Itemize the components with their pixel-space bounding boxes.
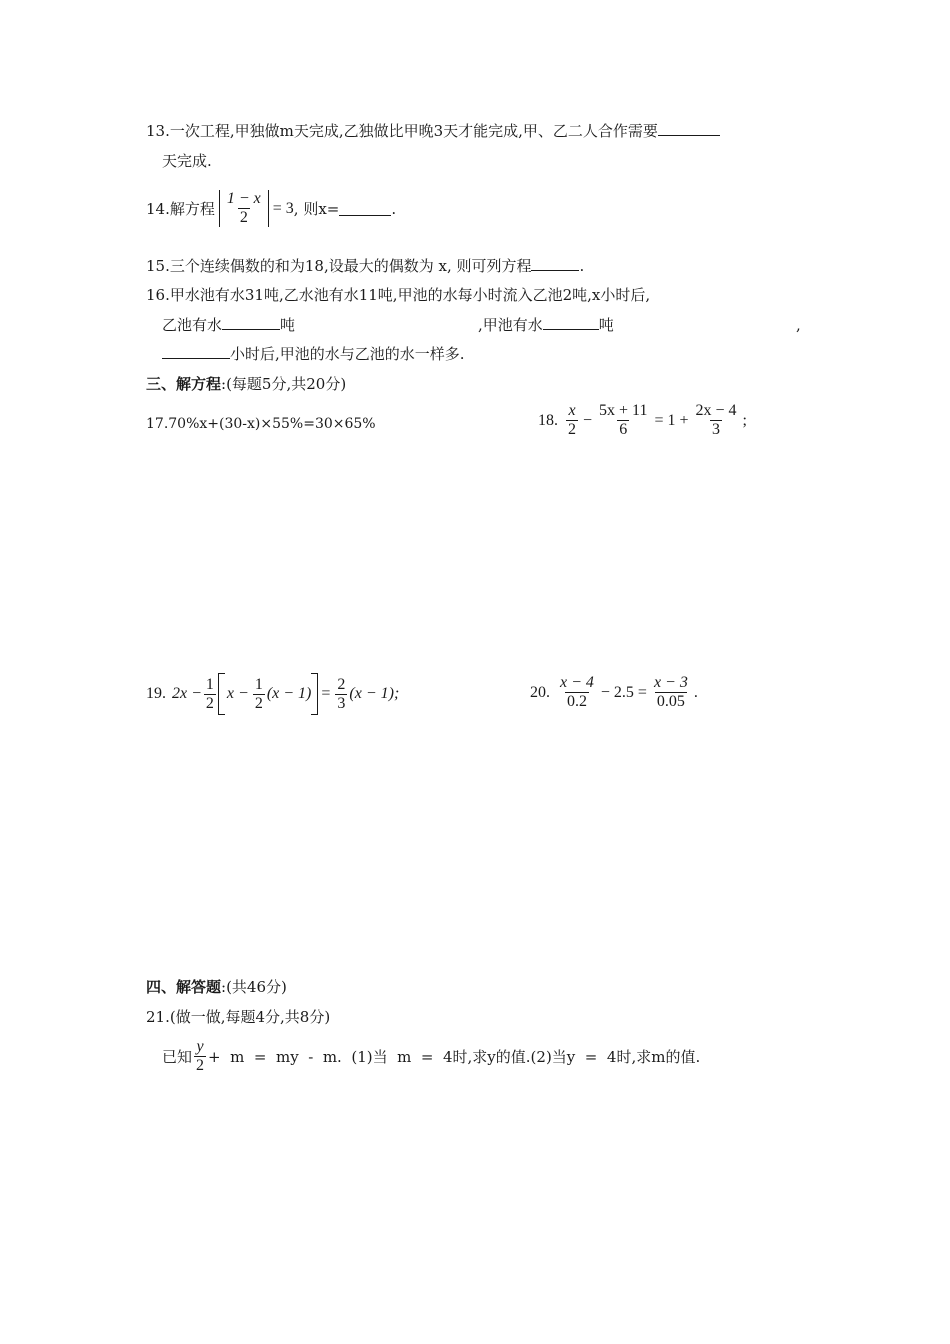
fraction-numerator: x	[568, 402, 576, 419]
fraction-denominator: 2	[254, 694, 263, 712]
fraction	[566, 402, 578, 439]
question-17: 17.70%x+(30-x)×55%=30×65%	[146, 416, 376, 432]
question-20	[530, 674, 698, 711]
question-21-header: 21.(做一做,每题4分,共8分)	[146, 1008, 331, 1026]
equals-sign: =	[321, 685, 331, 702]
fraction-denominator: 0.2	[566, 693, 587, 710]
section-note: :(每题5分,共20分)	[221, 375, 347, 393]
question-21-body	[162, 1038, 700, 1075]
part-b-label: ,甲池有水	[478, 316, 543, 334]
answer-blank[interactable]	[658, 121, 720, 136]
fraction-numerator: x − 3	[653, 674, 688, 691]
fraction	[335, 676, 347, 713]
period: .	[579, 257, 585, 275]
question-15	[146, 256, 584, 276]
equals-one-plus: = 1 +	[654, 411, 689, 429]
question-13-text: 13.一次工程,甲独做m天完成,乙独做比甲晚3天才能完成,甲、乙二人合作需要	[146, 122, 658, 140]
question-16-line-1: 16.甲水池有水31吨,乙水池有水11吨,甲池的水每小时流入乙池2吨,x小时后,	[146, 286, 651, 304]
fraction-denominator: 3	[337, 694, 346, 712]
fraction	[558, 674, 596, 711]
semicolon: ;	[742, 411, 747, 429]
fraction-denominator: 0.05	[656, 693, 685, 710]
question-13-line-1	[146, 121, 720, 141]
fraction	[204, 676, 216, 713]
fraction-numerator: 1	[254, 675, 263, 693]
question-number: 19.	[146, 685, 166, 702]
question-number: 20.	[530, 683, 550, 701]
question-14-suffix: , 则x=	[293, 199, 340, 218]
answer-blank[interactable]	[339, 201, 391, 216]
fraction-numerator: y	[196, 1038, 204, 1055]
fraction-numerator: 5x + 11	[599, 402, 648, 419]
minus-sign: −	[583, 411, 593, 429]
fraction-denominator: 2	[196, 1057, 205, 1074]
question-14	[146, 190, 396, 227]
left-bracket	[218, 673, 225, 715]
fraction-numerator: 2	[337, 675, 346, 693]
section-title: 三、解方程	[146, 375, 222, 393]
answer-blank[interactable]	[543, 315, 599, 330]
section-3-heading	[146, 374, 346, 394]
question-16-line-2b	[478, 315, 614, 335]
question-18	[538, 402, 747, 439]
period: .	[693, 683, 698, 701]
right-bracket	[311, 673, 318, 715]
fraction-numerator: x − 4	[560, 674, 594, 691]
middle-term: − 2.5 =	[600, 683, 647, 701]
fraction	[225, 190, 263, 227]
tail-term: (x − 1);	[349, 685, 400, 702]
fraction	[694, 402, 739, 439]
question-13-line-2: 天完成.	[162, 152, 212, 170]
answer-blank[interactable]	[531, 256, 579, 271]
fraction	[652, 674, 690, 711]
fraction-numerator: 1 − x	[226, 190, 261, 207]
question-21-prefix: 已知	[162, 1047, 193, 1066]
answer-blank[interactable]	[162, 344, 230, 359]
equals-three: = 3	[272, 199, 294, 217]
fraction	[597, 402, 649, 439]
part-a-label: 乙池有水	[162, 316, 223, 334]
fraction-numerator: 2x − 4	[695, 402, 737, 419]
question-15-text: 15.三个连续偶数的和为18,设最大的偶数为 x, 则可列方程	[146, 257, 532, 275]
section-title: 四、解答题	[146, 978, 222, 996]
question-number: 18.	[538, 411, 558, 429]
question-16-line-2a	[162, 315, 295, 335]
question-16-trailing-comma: ,	[796, 316, 801, 334]
answer-blank[interactable]	[222, 315, 280, 330]
section-note: :(共46分)	[221, 978, 287, 996]
inner-paren: (x − 1)	[266, 685, 312, 702]
fraction-denominator: 2	[239, 209, 248, 226]
question-21-rest: + m = my - m. (1)当 m = 4时,求y的值.(2)当y = 4时,求m的值.	[208, 1047, 701, 1066]
section-4-heading	[146, 977, 287, 997]
question-16-line-3	[162, 344, 465, 364]
unit-b: 吨	[598, 316, 614, 334]
fraction-denominator: 6	[619, 421, 628, 438]
fraction	[194, 1038, 206, 1075]
fraction-denominator: 2	[205, 694, 214, 712]
question-16-text-3: 小时后,甲池的水与乙池的水一样多.	[230, 345, 465, 363]
question-19	[146, 673, 399, 715]
absolute-value-expression	[219, 190, 269, 227]
inner-term: x −	[226, 685, 249, 702]
question-14-prefix: 14.解方程	[146, 199, 215, 218]
period: .	[391, 199, 397, 218]
fraction-numerator: 1	[205, 675, 214, 693]
fraction	[253, 676, 265, 713]
lead-term: 2x −	[172, 685, 202, 702]
fraction-denominator: 3	[712, 421, 721, 438]
fraction-denominator: 2	[568, 421, 576, 438]
unit-a: 吨	[280, 316, 296, 334]
